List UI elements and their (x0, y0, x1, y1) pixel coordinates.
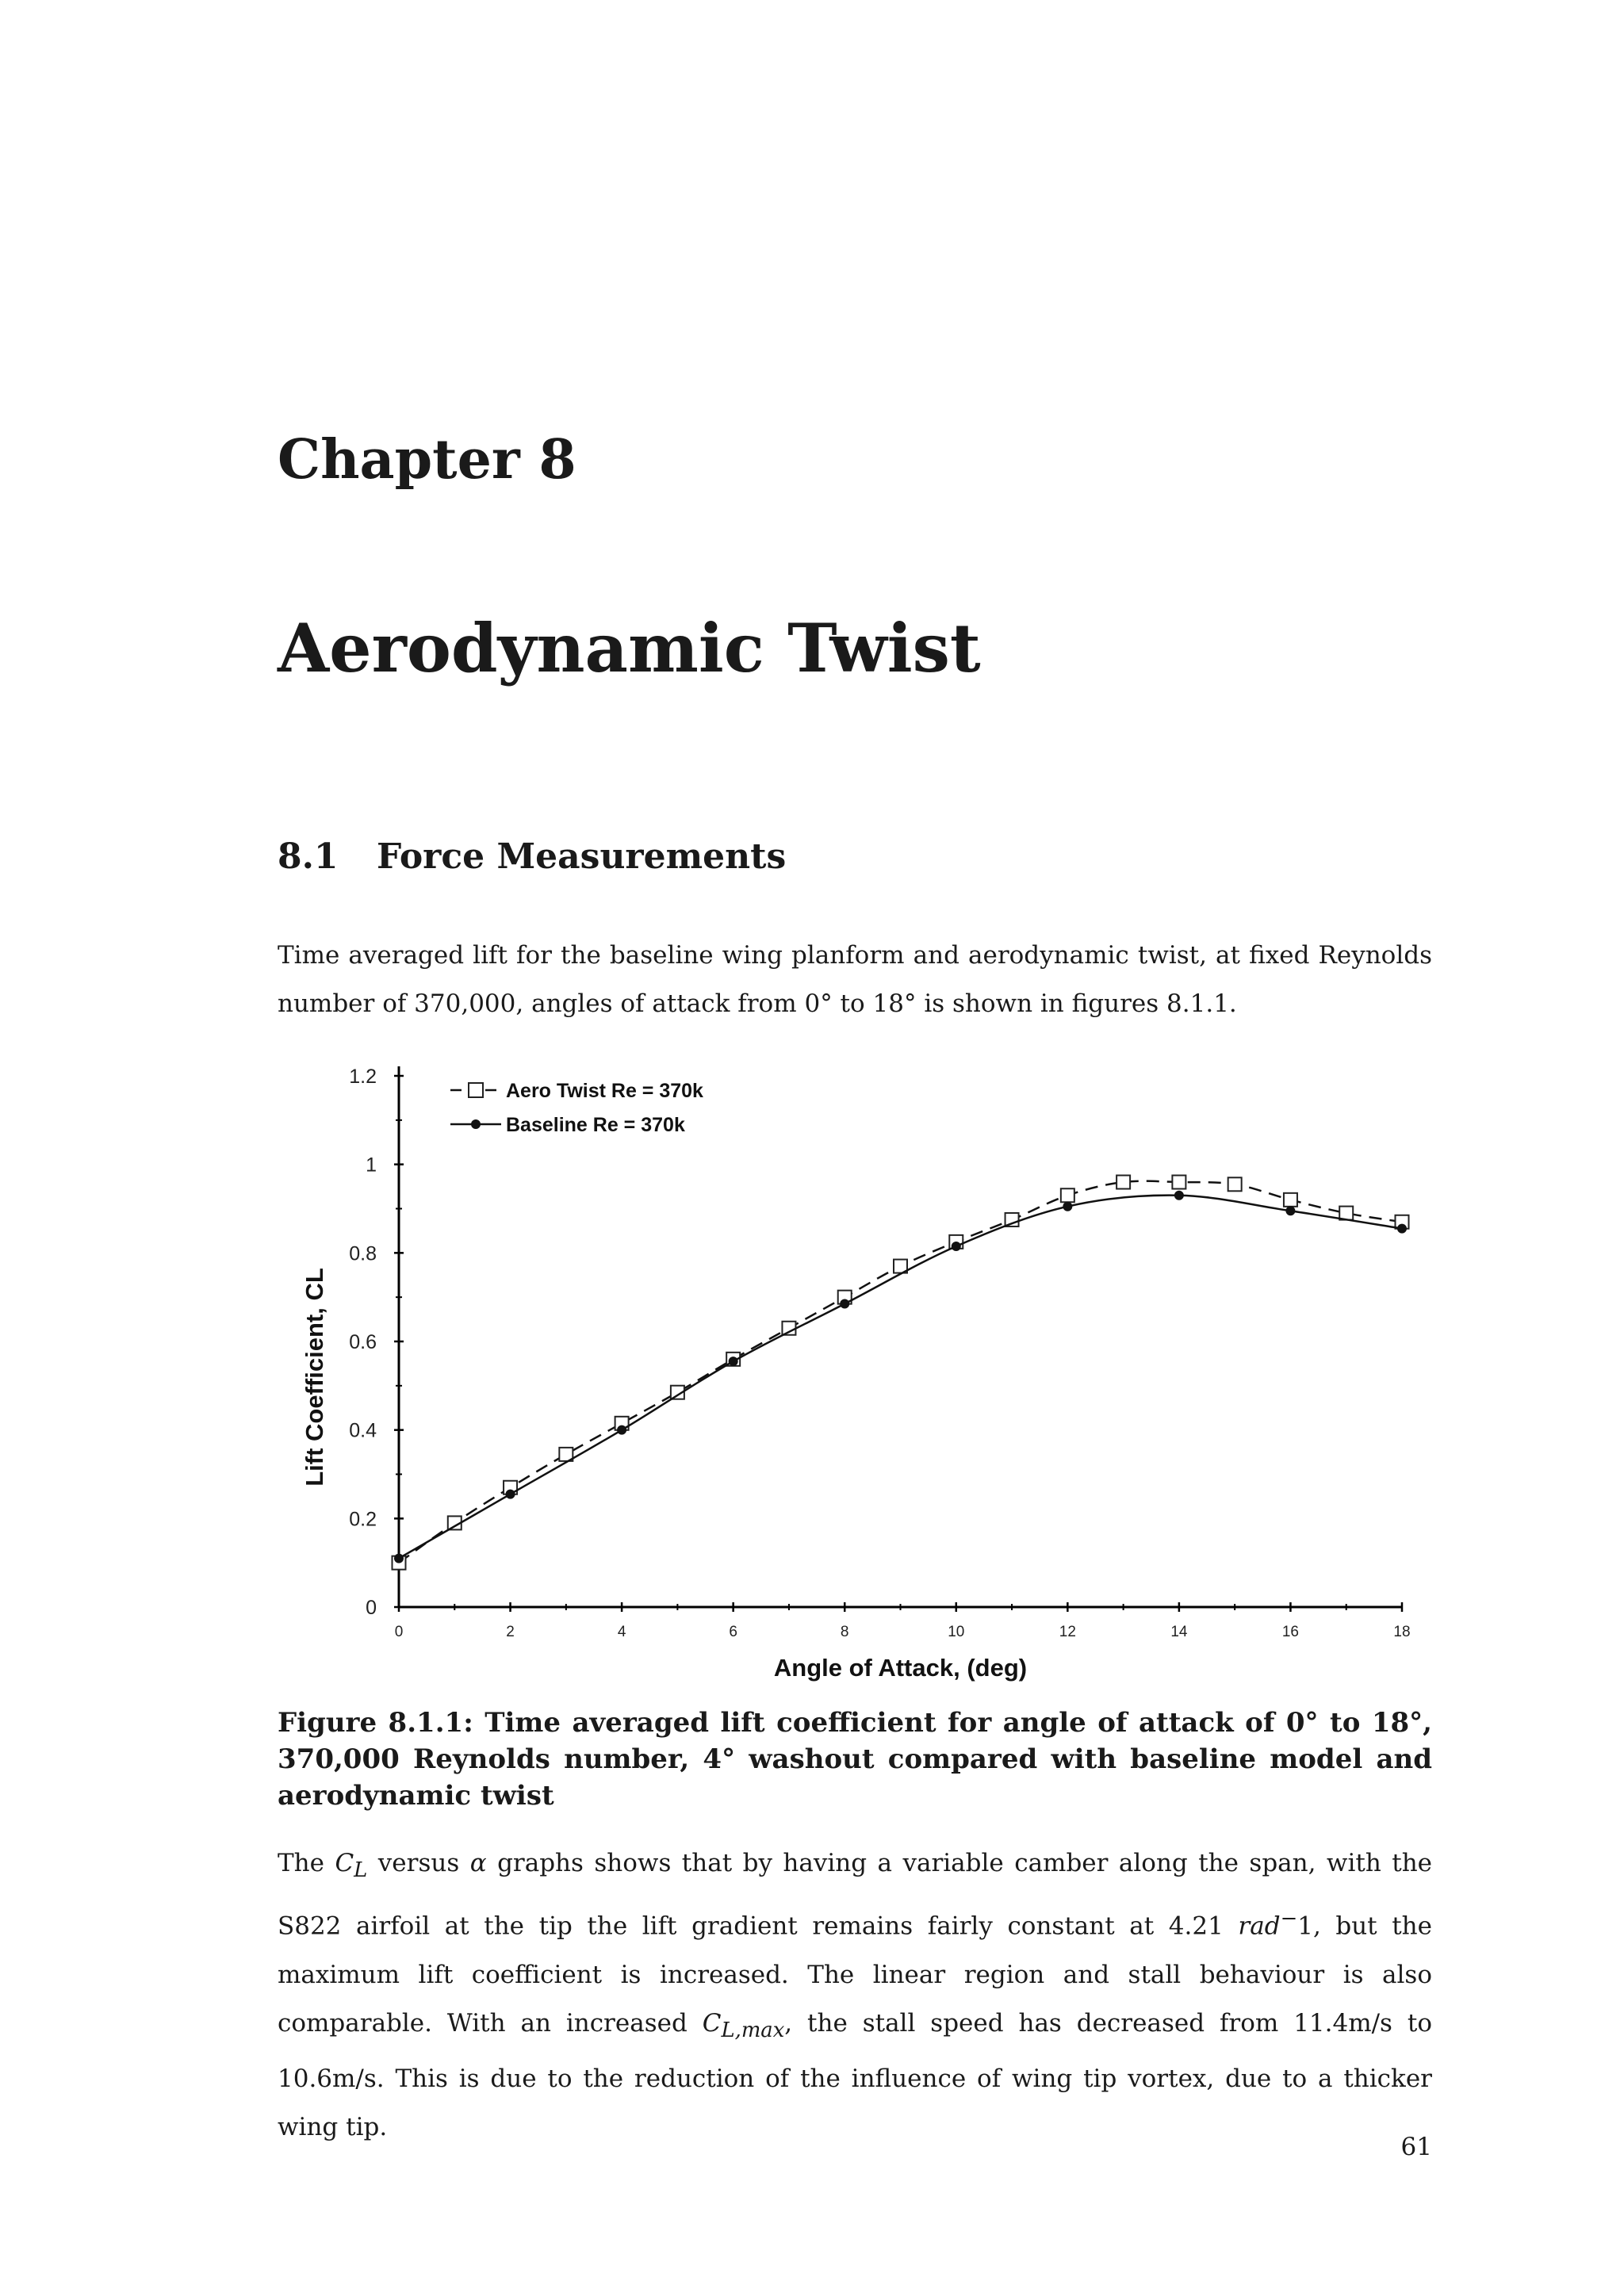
aero-twist-point (1061, 1188, 1074, 1202)
body-text-4: 1, but the maximum lift coefficient is increased. The linear region and stall behaviour is also comparable. With an increased (278, 1911, 1432, 2038)
x-tick-label: 12 (1059, 1624, 1076, 1640)
x-axis-label: Angle of Attack, (deg) (773, 1654, 1028, 1682)
x-tick-label: 18 (1393, 1624, 1411, 1640)
series-line-0 (399, 1181, 1402, 1563)
page-number: 61 (1400, 2133, 1432, 2161)
legend-label: Baseline Re = 370k (506, 1114, 685, 1136)
section-title: Force Measurements (377, 836, 787, 877)
y-tick-label: 0.4 (349, 1419, 377, 1442)
legend-circle-marker (471, 1119, 481, 1129)
baseline-point (1063, 1202, 1072, 1211)
y-tick-label: 0.2 (349, 1508, 377, 1531)
y-tick-label: 0.6 (349, 1331, 377, 1353)
clmax-symbol: C (702, 2008, 722, 2038)
x-tick-label: 14 (1170, 1624, 1188, 1640)
series-line-1 (399, 1196, 1402, 1559)
x-tick-label: 2 (506, 1624, 515, 1640)
aero-twist-point (1339, 1207, 1353, 1220)
body-text-5: , the stall speed has decreased from 11.4m/s to 10.6m/s. This is due to the reduction of the influence of wing tip vortex, due to a thicker wing tip. (278, 2008, 1432, 2141)
cl-subscript: L (354, 1858, 368, 1883)
y-tick-label: 0 (366, 1597, 377, 1619)
x-tick-label: 8 (840, 1624, 849, 1640)
figure-caption: Figure 8.1.1: Time averaged lift coefficient for angle of attack of 0° to 18°, 370,000 Reynolds number, 4° washout compared with baseline model and aerodynamic twist (278, 1707, 1432, 1812)
x-tick-label: 10 (948, 1624, 965, 1640)
x-tick-label: 4 (617, 1624, 626, 1640)
baseline-point (952, 1242, 961, 1251)
legend-square-marker (469, 1083, 483, 1097)
clmax-subscript: L,max (721, 2018, 785, 2042)
x-tick-label: 6 (729, 1624, 737, 1640)
chapter-label: Chapter 8 (278, 428, 576, 492)
baseline-point (840, 1299, 849, 1309)
baseline-point (729, 1357, 738, 1366)
x-tick-label: 0 (394, 1624, 404, 1640)
aero-twist-point (1228, 1177, 1242, 1191)
y-tick-label: 0.8 (349, 1242, 377, 1265)
chapter-title: Aerodynamic Twist (278, 609, 981, 687)
body-paragraph (278, 1839, 1432, 2152)
alpha-symbol: α (469, 1849, 487, 1877)
section-number: 8.1 (278, 836, 339, 877)
y-tick-label: 1 (366, 1154, 377, 1177)
x-tick-label: 16 (1281, 1624, 1300, 1640)
baseline-point (1285, 1206, 1295, 1215)
baseline-point (394, 1554, 404, 1563)
y-tick-label: 1.2 (349, 1066, 377, 1088)
legend-label: Aero Twist Re = 370k (506, 1080, 703, 1102)
chart-canvas (278, 1054, 1432, 1697)
body-text-1: The (278, 1849, 335, 1877)
section-heading (278, 836, 786, 877)
rad-superscript: − (1280, 1907, 1298, 1931)
cl-symbol: C (335, 1849, 354, 1877)
aero-twist-point (1284, 1193, 1297, 1207)
baseline-point (506, 1490, 515, 1499)
intro-paragraph: Time averaged lift for the baseline wing planform and aerodynamic twist, at fixed Reynolds number of 370,000, angles of attack from 0° to 18° is shown in figures 8.1.1. (278, 941, 1432, 1018)
y-axis-label: Lift Coefficient, CL (301, 1268, 328, 1487)
baseline-point (617, 1425, 626, 1435)
body-text-3: graphs shows that by having a variable camber along the span, with the S822 airfoil at the tip the lift gradient remains fairly constant at 4.21 (278, 1849, 1433, 1941)
rad-unit: rad (1238, 1911, 1281, 1941)
baseline-point (1174, 1191, 1184, 1200)
lift-coefficient-chart (278, 1054, 1432, 1697)
aero-twist-point (1116, 1176, 1130, 1189)
body-text-2: versus (367, 1849, 470, 1877)
aero-twist-point (1172, 1176, 1185, 1189)
baseline-point (1397, 1224, 1407, 1234)
